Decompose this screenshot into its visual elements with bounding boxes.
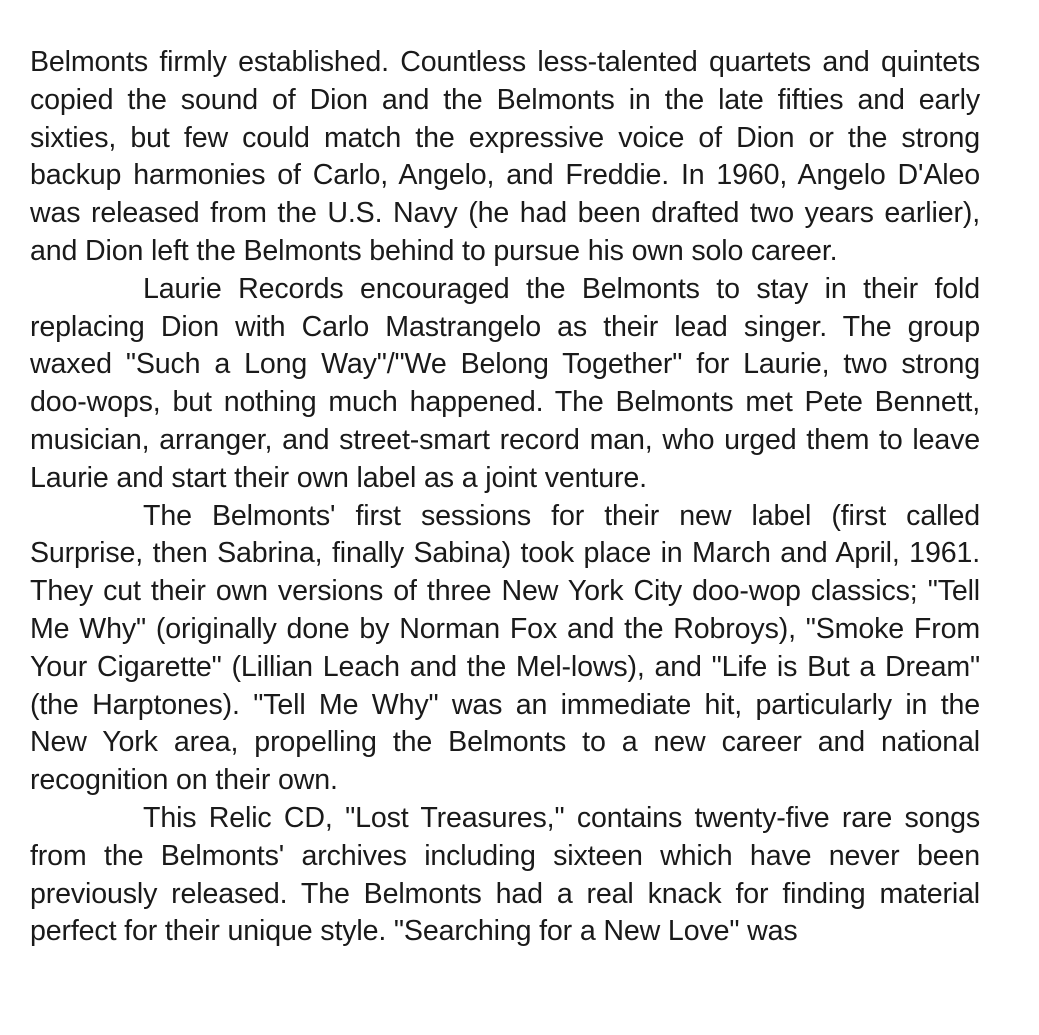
paragraph-2: Laurie Records encouraged the Belmonts to stay in their fold replacing Dion with Carlo Mastrangelo as their lead singer. The group waxed "Such a Long Way"/"We Belong Together" for Laurie, two strong doo-wops, but nothing much happened. The Belmonts met Pete Bennett, musician, arranger, and street-smart record man, who urged them to leave Laurie and start their own label as a joint venture. [30,272,980,494]
paragraph-3: The Belmonts' first sessions for their new label (first called Surprise, then Sabrina, finally Sabina) took place in March and April, 1961. They cut their own versions of three New York City doo-wop classics; "Tell Me Why" (originally done by Norman Fox and the Robroys), "Smoke From Your Cigarette" (Lillian Leach and the Mel-lows), and "Life is But a Dream" (the Harptones). "Tell Me Why" was an immediate hit, particularly in the New York area, propelling the Belmonts to a new career and national recognition on their own. [30,499,980,797]
document-page [30,44,980,951]
paragraph-1: Belmonts firmly established. Countless less-talented quartets and quintets copied the sound of Dion and the Belmonts in the late fifties and early sixties, but few could match the expressive voice of Dion or the strong backup harmonies of Carlo, Angelo, and Freddie. In 1960, Angelo D'Aleo was released from the U.S. Navy (he had been drafted two years earlier), and Dion left the Belmonts behind to pursue his own solo career. [30,46,980,267]
paragraph-4: This Relic CD, "Lost Treasures," contains twenty-five rare songs from the Belmonts' archives including sixteen which have never been previously released. The Belmonts had a real knack for finding material perfect for their unique style. "Searching for a New Love" was [30,801,980,948]
